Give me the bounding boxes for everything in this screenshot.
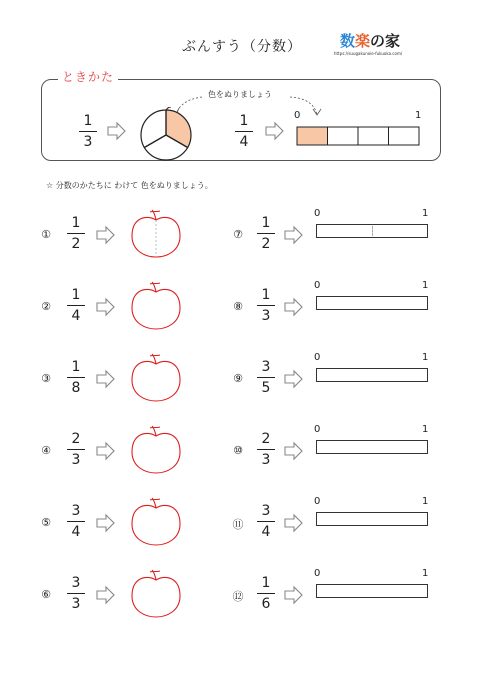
page-title: ぶんすう（分数） — [182, 39, 302, 55]
fraction-strip[interactable] — [316, 296, 428, 310]
instruction-text: ☆ 分数のかたちに わけて 色をぬりましょう。 — [46, 181, 213, 190]
bar-end-label: 1 — [422, 496, 429, 507]
fraction — [66, 432, 86, 467]
denominator: 3 — [71, 452, 81, 468]
problem-number: ⑥ — [41, 588, 51, 601]
denominator: 3 — [261, 308, 271, 324]
numerator: 1 — [261, 287, 271, 303]
denominator: 3 — [261, 452, 271, 468]
denominator: 6 — [261, 596, 271, 612]
problem-number: ④ — [41, 444, 51, 457]
numerator: 2 — [261, 431, 271, 447]
fraction-bar — [67, 233, 85, 234]
fraction — [66, 216, 86, 251]
numerator: 2 — [71, 431, 81, 447]
bar-start-label: 0 — [314, 424, 321, 435]
numerator: 3 — [71, 575, 81, 591]
fraction-strip[interactable] — [316, 584, 428, 598]
numerator: 1 — [71, 287, 81, 303]
fraction-bar — [257, 305, 275, 306]
howto-hint: 色をぬりましょう — [208, 90, 272, 99]
right-arrow-icon — [95, 296, 117, 318]
bar-end-label: 1 — [422, 352, 429, 363]
problem-number: ⑫ — [232, 590, 244, 603]
fraction-bar — [257, 233, 275, 234]
right-arrow-icon — [95, 368, 117, 390]
fraction — [66, 288, 86, 323]
site-logo: 数楽の家 — [340, 32, 401, 50]
fraction-bar — [67, 521, 85, 522]
numerator: 3 — [261, 359, 271, 375]
right-arrow-icon — [283, 224, 305, 246]
numerator: 3 — [261, 503, 271, 519]
apple-shape[interactable] — [128, 204, 184, 260]
apple-shape[interactable] — [128, 492, 184, 548]
fraction-bar — [257, 593, 275, 594]
example-bar — [296, 124, 422, 148]
hint-arrow-right-head — [313, 109, 321, 115]
bar-shaded-part — [297, 127, 327, 145]
apple-shape[interactable] — [128, 276, 184, 332]
numerator: 1 — [261, 575, 271, 591]
denominator: 8 — [71, 380, 81, 396]
example-pie-circle — [138, 107, 194, 163]
fraction-strip[interactable] — [316, 440, 428, 454]
fraction-bar — [257, 449, 275, 450]
fraction — [256, 288, 276, 323]
right-arrow-icon — [283, 512, 305, 534]
fraction-bar — [67, 305, 85, 306]
problem-number: ① — [41, 228, 51, 241]
problem-number: ⑩ — [233, 444, 243, 457]
denominator: 2 — [261, 236, 271, 252]
numerator: 1 — [261, 215, 271, 231]
denominator: 3 — [71, 596, 81, 612]
fraction-bar — [67, 449, 85, 450]
bar-start-label: 0 — [314, 568, 321, 579]
howto-label: ときかた — [58, 68, 118, 85]
denominator: 5 — [261, 380, 271, 396]
problem-number: ⑪ — [232, 518, 244, 531]
problem-number: ⑨ — [233, 372, 243, 385]
fraction — [66, 360, 86, 395]
right-arrow-icon — [95, 584, 117, 606]
fraction-strip[interactable] — [316, 368, 428, 382]
bar-start-label: 0 — [314, 280, 321, 291]
bar-end-label: 1 — [422, 280, 429, 291]
apple-shape[interactable] — [128, 348, 184, 404]
numerator: 1 — [71, 359, 81, 375]
denominator: 2 — [71, 236, 81, 252]
bar-start-label: 0 — [314, 352, 321, 363]
problem-number: ⑧ — [233, 300, 243, 313]
example-bar-fraction: 1 4 — [234, 114, 254, 149]
site-url: https://suugakunoie-fukuoka.com/ — [334, 51, 403, 56]
right-arrow-icon — [283, 296, 305, 318]
apple-shape[interactable] — [128, 564, 184, 620]
denominator: 4 — [71, 524, 81, 540]
problem-number: ② — [41, 300, 51, 313]
fraction — [256, 576, 276, 611]
fraction — [66, 504, 86, 539]
fraction-bar — [257, 377, 275, 378]
right-arrow-icon — [283, 584, 305, 606]
denominator: 4 — [71, 308, 81, 324]
right-arrow-icon — [264, 120, 286, 142]
example-bar-end: 1 — [415, 110, 422, 121]
right-arrow-icon — [283, 440, 305, 462]
numerator: 1 — [71, 215, 81, 231]
right-arrow-icon — [95, 224, 117, 246]
problem-number: ③ — [41, 372, 51, 385]
apple-shape[interactable] — [128, 420, 184, 476]
bar-end-label: 1 — [422, 208, 429, 219]
example-bar-start: 0 — [294, 110, 301, 121]
fraction — [256, 216, 276, 251]
right-arrow-icon — [95, 440, 117, 462]
example-circle-fraction: 1 3 — [78, 114, 98, 149]
bar-start-label: 0 — [314, 496, 321, 507]
right-arrow-icon — [95, 512, 117, 534]
fraction-bar — [257, 521, 275, 522]
fraction-strip[interactable] — [316, 512, 428, 526]
bar-start-label: 0 — [314, 208, 321, 219]
problem-number: ⑤ — [41, 516, 51, 529]
fraction-bar — [67, 593, 85, 594]
right-arrow-icon — [106, 120, 128, 142]
fraction — [256, 360, 276, 395]
bar-end-label: 1 — [422, 568, 429, 579]
right-arrow-icon — [283, 368, 305, 390]
bar-end-label: 1 — [422, 424, 429, 435]
fraction — [256, 504, 276, 539]
denominator: 4 — [261, 524, 271, 540]
problem-number: ⑦ — [233, 228, 243, 241]
fraction-strip[interactable] — [316, 224, 428, 238]
numerator: 3 — [71, 503, 81, 519]
half-guide-line — [372, 226, 373, 236]
fraction — [256, 432, 276, 467]
fraction — [66, 576, 86, 611]
fraction-bar — [67, 377, 85, 378]
